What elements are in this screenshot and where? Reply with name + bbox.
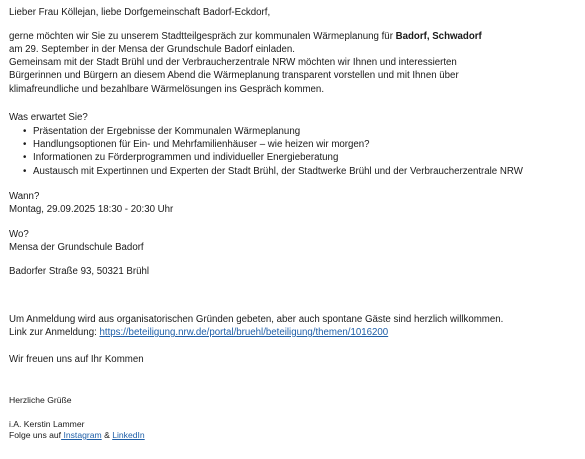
bullet-icon: •: [23, 139, 27, 150]
instagram-link[interactable]: Instagram: [61, 430, 102, 440]
registration-link[interactable]: https://beteiligung.nrw.de/portal/bruehl/beteiligung/themen/1016200: [99, 327, 389, 338]
bullet-icon: •: [23, 166, 27, 177]
list-item: • Handlungsoptionen für Ein- und Mehrfamilienhäuser – wie heizen wir morgen?: [23, 139, 370, 150]
where-address: Badorfer Straße 93, 50321 Brühl: [9, 266, 150, 277]
list-item: • Austausch mit Expertinnen und Experten der Stadt Brühl, der Stadtwerke Brühl und der Verbraucherzentrale NRW: [23, 166, 523, 177]
bullet-icon: •: [23, 126, 27, 137]
intro-text: gerne möchten wir Sie zu unserem Stadtteilgespräch zur kommunalen Wärmeplanung für: [9, 31, 396, 42]
expect-heading: Was erwartet Sie?: [9, 112, 88, 123]
when-value: Montag, 29.09.2025 18:30 - 20:30 Uhr: [9, 204, 174, 215]
greeting: Lieber Frau Köllejan, liebe Dorfgemeinschaft Badorf-Eckdorf,: [9, 7, 271, 18]
bullet-icon: •: [23, 152, 27, 163]
list-item: • Präsentation der Ergebnisse der Kommunalen Wärmeplanung: [23, 126, 301, 137]
where-venue: Mensa der Grundschule Badorf: [9, 242, 144, 253]
signature-regards: Herzliche Grüße: [9, 395, 72, 405]
registration-link-label: Link zur Anmeldung:: [9, 327, 100, 338]
intro-line-1: [9, 31, 482, 43]
registration-link-line: [9, 327, 388, 339]
linkedin-link[interactable]: LinkedIn: [112, 430, 145, 440]
intro-line-3: Gemeinsam mit der Stadt Brühl und der Verbraucherzentrale NRW möchten wir Ihnen und interessierten: [9, 57, 457, 68]
signature-name: i.A. Kerstin Lammer: [9, 419, 85, 429]
registration-note: Um Anmeldung wird aus organisatorischen Gründen gebeten, aber auch spontane Gäste sind herzlich willkommen.: [9, 314, 504, 325]
intro-line-2: am 29. September in der Mensa der Grundschule Badorf einladen.: [9, 44, 295, 55]
intro-line-4: Bürgerinnen und Bürgern an diesem Abend die Wärmeplanung transparent vorstellen und mit Ihnen über: [9, 70, 459, 81]
closing: Wir freuen uns auf Ihr Kommen: [9, 354, 144, 365]
follow-label: Folge uns auf: [9, 430, 62, 440]
follow-line: [9, 430, 145, 441]
where-heading: Wo?: [9, 229, 29, 240]
intro-location: Badorf, Schwadorf: [395, 31, 482, 42]
list-item: • Informationen zu Förderprogrammen und individueller Energieberatung: [23, 152, 339, 163]
follow-amp: &: [101, 430, 113, 440]
intro-line-5: klimafreundliche und bezahlbare Wärmelösungen ins Gespräch kommen.: [9, 84, 325, 95]
when-heading: Wann?: [9, 191, 40, 202]
